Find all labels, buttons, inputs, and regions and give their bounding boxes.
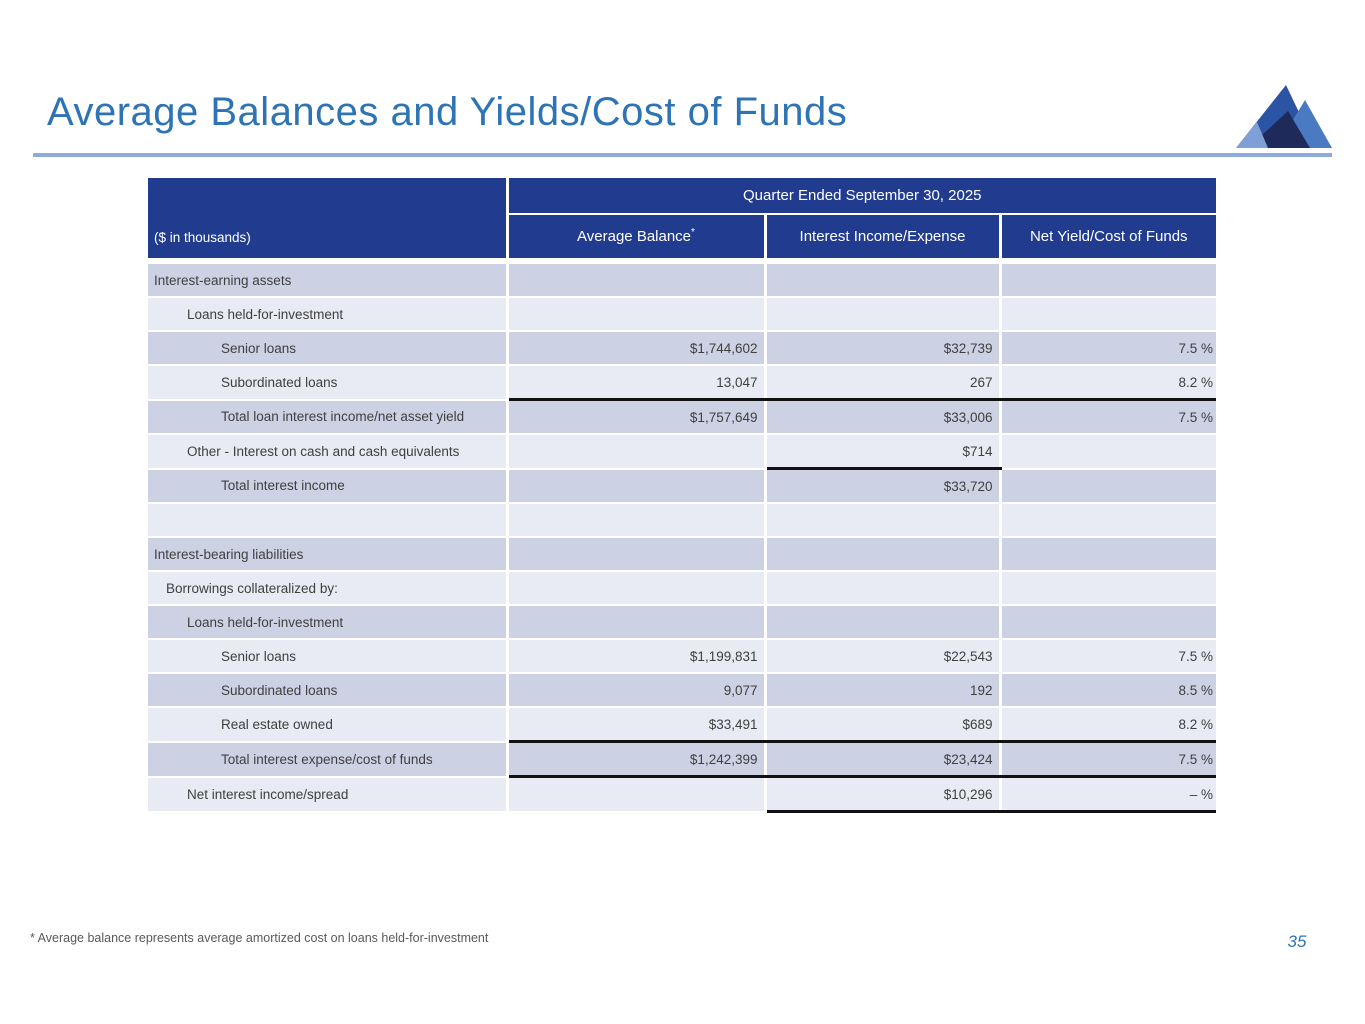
row-label-cell: Other - Interest on cash and cash equivalents	[148, 434, 507, 469]
value-cell	[765, 537, 1000, 571]
column-header-net-yield: Net Yield/Cost of Funds	[1000, 214, 1216, 261]
table-row	[148, 571, 1216, 605]
average-balances-table	[148, 178, 1216, 813]
value-cell: 7.5 %	[1000, 742, 1216, 777]
table-row	[148, 742, 1216, 777]
footnote-text: * Average balance represents average amortized cost on loans held-for-investment	[30, 931, 489, 945]
value-cell: 7.5 %	[1000, 331, 1216, 365]
value-cell: $33,720	[765, 469, 1000, 504]
value-cell	[1000, 297, 1216, 331]
table-row	[148, 639, 1216, 673]
value-cell	[1000, 503, 1216, 537]
page-title: Average Balances and Yields/Cost of Funds	[47, 90, 848, 134]
value-cell	[765, 503, 1000, 537]
table-row	[148, 365, 1216, 400]
value-cell	[507, 261, 765, 297]
row-label-cell: Senior loans	[148, 639, 507, 673]
period-header: Quarter Ended September 30, 2025	[507, 178, 1216, 214]
value-cell: 7.5 %	[1000, 400, 1216, 435]
table-body	[148, 261, 1216, 812]
value-cell	[1000, 571, 1216, 605]
value-cell: $689	[765, 707, 1000, 742]
value-cell	[507, 537, 765, 571]
value-cell	[1000, 605, 1216, 639]
value-cell: $714	[765, 434, 1000, 469]
column-header-interest-income-expense: Interest Income/Expense	[765, 214, 1000, 261]
table-row	[148, 707, 1216, 742]
row-label-cell: Loans held-for-investment	[148, 605, 507, 639]
value-cell	[507, 777, 765, 812]
row-label-cell: Interest-earning assets	[148, 261, 507, 297]
table-row	[148, 537, 1216, 571]
row-label-cell: Total interest expense/cost of funds	[148, 742, 507, 777]
row-label-cell: Borrowings collateralized by:	[148, 571, 507, 605]
row-label-cell: Subordinated loans	[148, 365, 507, 400]
value-cell	[765, 605, 1000, 639]
value-cell: 267	[765, 365, 1000, 400]
row-label-cell: Interest-bearing liabilities	[148, 537, 507, 571]
value-cell: $23,424	[765, 742, 1000, 777]
value-cell: 8.2 %	[1000, 707, 1216, 742]
value-cell	[1000, 261, 1216, 297]
row-label-cell	[148, 503, 507, 537]
table-row	[148, 434, 1216, 469]
row-label-cell: Total interest income	[148, 469, 507, 504]
value-cell	[765, 261, 1000, 297]
table-row	[148, 261, 1216, 297]
value-cell: – %	[1000, 777, 1216, 812]
page-number: 35	[1287, 932, 1307, 951]
value-cell	[1000, 434, 1216, 469]
table-header-period-row	[148, 178, 1216, 214]
value-cell	[507, 297, 765, 331]
value-cell: 8.2 %	[1000, 365, 1216, 400]
table-row	[148, 605, 1216, 639]
value-cell	[507, 571, 765, 605]
value-cell	[765, 297, 1000, 331]
title-underline	[33, 153, 1332, 157]
value-cell	[1000, 469, 1216, 504]
table-row	[148, 297, 1216, 331]
value-cell: $22,543	[765, 639, 1000, 673]
value-cell: $32,739	[765, 331, 1000, 365]
value-cell	[765, 571, 1000, 605]
row-label-cell: Subordinated loans	[148, 673, 507, 707]
table-row	[148, 469, 1216, 504]
row-label-cell: Senior loans	[148, 331, 507, 365]
table-row	[148, 331, 1216, 365]
value-cell: $1,744,602	[507, 331, 765, 365]
units-label: ($ in thousands)	[148, 178, 507, 261]
row-label-cell: Loans held-for-investment	[148, 297, 507, 331]
value-cell	[507, 434, 765, 469]
table-row	[148, 400, 1216, 435]
value-cell: $1,757,649	[507, 400, 765, 435]
row-label-cell: Total loan interest income/net asset yield	[148, 400, 507, 435]
value-cell: 7.5 %	[1000, 639, 1216, 673]
value-cell: $33,006	[765, 400, 1000, 435]
value-cell	[1000, 537, 1216, 571]
value-cell: $33,491	[507, 707, 765, 742]
value-cell	[507, 503, 765, 537]
value-cell	[507, 605, 765, 639]
value-cell: $1,242,399	[507, 742, 765, 777]
table-row	[148, 673, 1216, 707]
column-header-average-balance: Average Balance*	[507, 214, 765, 261]
value-cell: $1,199,831	[507, 639, 765, 673]
value-cell	[507, 469, 765, 504]
row-label-cell: Real estate owned	[148, 707, 507, 742]
table-row	[148, 777, 1216, 812]
mountain-logo-icon	[1232, 84, 1332, 148]
row-label-cell: Net interest income/spread	[148, 777, 507, 812]
value-cell: 13,047	[507, 365, 765, 400]
value-cell: 9,077	[507, 673, 765, 707]
value-cell: $10,296	[765, 777, 1000, 812]
value-cell: 8.5 %	[1000, 673, 1216, 707]
value-cell: 192	[765, 673, 1000, 707]
table-row	[148, 503, 1216, 537]
footnote-marker: *	[691, 227, 695, 238]
